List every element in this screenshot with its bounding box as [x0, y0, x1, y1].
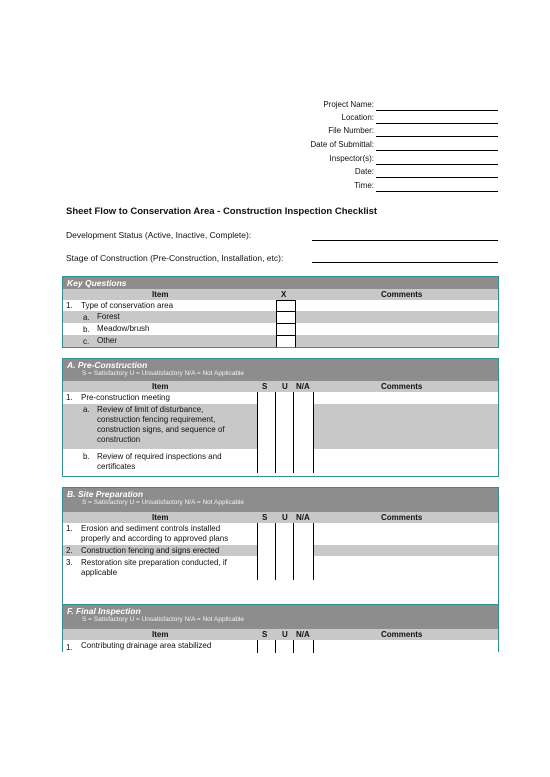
list-item	[63, 335, 498, 347]
project-name-line[interactable]	[376, 110, 498, 111]
col-comments: Comments	[381, 513, 423, 522]
file-number-field[interactable]	[280, 125, 498, 138]
item-number: 1.	[66, 524, 73, 533]
date-of-submittal-field[interactable]	[280, 139, 498, 152]
col-item: Item	[152, 290, 169, 299]
s-checkbox[interactable]	[257, 404, 276, 449]
option-text: Other	[97, 336, 118, 345]
item-text: Type of conservation area	[81, 301, 174, 310]
x-checkbox[interactable]	[276, 335, 296, 347]
item-number: 3.	[66, 558, 73, 567]
key-questions-header	[63, 277, 498, 289]
key-questions-column-header	[63, 289, 498, 300]
col-s: S	[262, 513, 268, 522]
date-of-submittal-line[interactable]	[376, 150, 498, 151]
table-row	[63, 545, 498, 556]
table-row	[63, 404, 498, 449]
key-questions-section	[62, 276, 499, 348]
inspectors-line[interactable]	[376, 164, 498, 165]
site-preparation-header	[63, 488, 498, 512]
x-checkbox[interactable]	[276, 311, 296, 323]
col-u: U	[282, 513, 288, 522]
col-comments: Comments	[381, 290, 423, 299]
site-preparation-column-header	[63, 512, 498, 523]
col-na: N/A	[296, 382, 310, 391]
final-inspection-legend: S = Satisfactory U = Unsatisfactory N/A = Not Applicable	[82, 616, 245, 623]
col-na: N/A	[296, 630, 310, 639]
u-checkbox[interactable]	[275, 545, 294, 556]
project-name-label: Project Name:	[323, 100, 374, 109]
col-item: Item	[152, 630, 169, 639]
u-checkbox[interactable]	[275, 404, 294, 449]
stage-of-construction-label: Stage of Construction (Pre-Construction, Installation, etc):	[66, 253, 284, 263]
col-s: S	[262, 630, 268, 639]
na-checkbox[interactable]	[293, 545, 314, 556]
pre-construction-column-header	[63, 381, 498, 392]
date-field[interactable]	[280, 166, 498, 179]
s-checkbox[interactable]	[257, 545, 276, 556]
table-row	[63, 640, 498, 653]
time-line[interactable]	[376, 191, 498, 192]
inspectors-field[interactable]	[280, 153, 498, 166]
item-text: Contributing drainage area stabilized	[81, 641, 212, 650]
col-comments: Comments	[381, 630, 423, 639]
time-field[interactable]	[280, 180, 498, 193]
table-row	[63, 392, 498, 404]
location-line[interactable]	[376, 123, 498, 124]
item-number: 1.	[66, 301, 73, 310]
item-text: Construction fencing and signs erected	[81, 546, 220, 555]
col-s: S	[262, 382, 268, 391]
site-preparation-title: B. Site Preparation	[67, 489, 144, 499]
col-comments: Comments	[381, 382, 423, 391]
date-line[interactable]	[376, 177, 498, 178]
pre-construction-section	[62, 358, 499, 477]
site-preparation-section	[62, 487, 499, 608]
development-status-label: Development Status (Active, Inactive, Complete):	[66, 230, 252, 240]
list-item	[63, 311, 498, 323]
col-item: Item	[152, 513, 169, 522]
location-label: Location:	[341, 113, 374, 122]
na-checkbox[interactable]	[293, 404, 314, 449]
time-label: Time:	[354, 181, 374, 190]
list-item	[63, 323, 498, 335]
x-checkbox[interactable]	[276, 323, 296, 335]
item-text: Restoration site preparation conducted, if applicable	[81, 558, 227, 577]
option-text: Forest	[97, 312, 120, 321]
item-text: Review of required inspections and certificates	[97, 452, 222, 471]
key-questions-title: Key Questions	[67, 278, 127, 288]
col-u: U	[282, 382, 288, 391]
col-x: X	[281, 290, 287, 299]
date-of-submittal-label: Date of Submittal:	[310, 140, 374, 149]
col-item: Item	[152, 382, 169, 391]
table-row	[63, 556, 498, 580]
table-row	[63, 523, 498, 545]
location-field[interactable]	[280, 112, 498, 125]
x-checkbox[interactable]	[276, 300, 296, 311]
option-letter: a.	[83, 405, 90, 414]
date-label: Date:	[354, 167, 374, 176]
option-letter: b.	[83, 325, 90, 334]
item-number: 2.	[66, 546, 73, 555]
document-title: Sheet Flow to Conservation Area - Construction Inspection Checklist	[66, 206, 378, 217]
project-name-field[interactable]	[280, 99, 498, 112]
pre-construction-title: A. Pre-Construction	[67, 360, 148, 370]
item-text: Erosion and sediment controls installed properly and according to approved plans	[81, 524, 229, 543]
final-inspection-column-header	[63, 629, 498, 640]
final-inspection-title: F. Final Inspection	[67, 606, 141, 616]
pre-construction-header	[63, 359, 498, 381]
col-na: N/A	[296, 513, 310, 522]
final-inspection-header	[63, 605, 498, 629]
item-number: 1.	[66, 393, 73, 402]
final-inspection-section	[62, 604, 499, 652]
pre-construction-legend: S = Satisfactory U = Unsatisfactory N/A = Not Applicable	[82, 370, 245, 377]
inspectors-label: Inspector(s):	[329, 154, 374, 163]
option-text: Meadow/brush	[97, 324, 150, 333]
option-letter: a.	[83, 313, 90, 322]
item-number: 1.	[66, 643, 73, 652]
development-status-line[interactable]	[312, 240, 498, 241]
item-text: Pre-construction meeting	[81, 393, 170, 402]
site-preparation-legend: S = Satisfactory U = Unsatisfactory N/A = Not Applicable	[82, 499, 245, 506]
option-letter: c.	[83, 337, 90, 346]
col-u: U	[282, 630, 288, 639]
table-row	[63, 449, 498, 473]
option-letter: b.	[83, 452, 90, 461]
file-number-line[interactable]	[376, 136, 498, 137]
file-number-label: File Number:	[328, 126, 374, 135]
item-text: Review of limit of disturbance, construction fencing requirement, construction signs, and sequence of construction	[97, 405, 225, 444]
list-item	[63, 300, 498, 311]
stage-of-construction-line[interactable]	[312, 262, 498, 263]
